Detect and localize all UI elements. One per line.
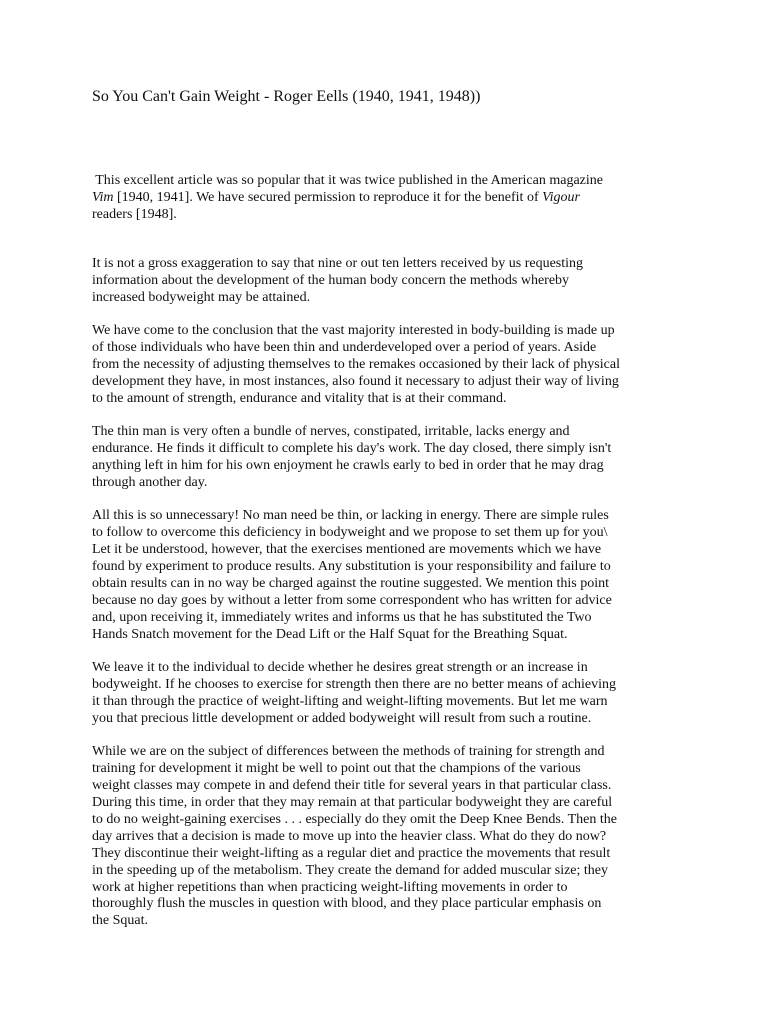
paragraph-line: While we are on the subject of differences between the methods of training for strength and: [92, 744, 605, 760]
article-paragraph: [92, 744, 692, 930]
paragraph-line: The thin man is very often a bundle of nerves, constipated, irritable, lacks energy and: [92, 424, 570, 440]
paragraph-line: to follow to overcome this deficiency in bodyweight and we propose to set them up for you\: [92, 525, 608, 541]
paragraph-line: We leave it to the individual to decide whether he desires great strength or an increase in: [92, 660, 588, 676]
article-paragraph: [92, 323, 692, 408]
paragraph-line: day arrives that a decision is made to move up into the heavier class. What do they do now?: [92, 828, 607, 844]
paragraph-line: information about the development of the human body concern the methods whereby: [92, 272, 570, 288]
paragraph-line: to the amount of strength, endurance and vitality that is at their command.: [92, 390, 507, 406]
paragraph-line: you that precious little development or added bodyweight will result from such a routine.: [92, 710, 592, 726]
article-paragraph: [92, 424, 692, 492]
magazine-name-vigour: Vigour: [542, 190, 580, 206]
paragraph-line: weight classes may compete in and defend their title for several years in that particular class.: [92, 778, 612, 794]
intro-line-1: This excellent article was so popular that it was twice published in the American magazine: [92, 173, 603, 188]
paragraph-line: Let it be understood, however, that the exercises mentioned are movements which we have: [92, 542, 602, 558]
magazine-name-vim: Vim: [92, 190, 114, 206]
paragraph-line: of those individuals who have been thin and underdeveloped over a period of years. Aside: [92, 340, 597, 356]
paragraph-line: training for development it might be well to point out that the champions of the various: [92, 761, 581, 777]
paragraph-line: endurance. He finds it difficult to complete his day's work. The day closed, there simply isn't: [92, 441, 612, 457]
paragraph-line: All this is so unnecessary! No man need be thin, or lacking in energy. There are simple rules: [92, 508, 609, 524]
paragraph-line: because no day goes by without a letter from some correspondent who has written for advice: [92, 592, 612, 608]
paragraph-line: anything left in him for his own enjoyment he crawls early to bed in order that he may drag: [92, 458, 604, 474]
paragraph-line: thoroughly flush the muscles in question with blood, and they place particular emphasis on: [92, 896, 602, 912]
article-body: [92, 256, 692, 947]
intro-line-2: [92, 189, 692, 206]
paragraph-line: and, upon receiving it, immediately writes and informs us that he has substituted the Two: [92, 609, 592, 625]
article-paragraph: [92, 660, 692, 728]
article-paragraph: [92, 508, 692, 643]
paragraph-line: obtain results can in no way be charged against the routine suggested. We mention this point: [92, 576, 610, 591]
paragraph-line: in the speeding up of the metabolism. They create the demand for added muscular size; they: [92, 862, 609, 878]
article-paragraph: [92, 256, 692, 307]
paragraph-line: bodyweight. If he chooses to exercise for strength then there are no better means of achieving: [92, 677, 617, 693]
document-title: So You Can't Gain Weight - Roger Eells (1940, 1941, 1948)): [92, 88, 481, 105]
intro-line-2-text: [1940, 1941]. We have secured permission to reproduce it for the benefit of: [113, 190, 543, 206]
paragraph-line: from the necessity of adjusting themselves to the remakes occasioned by their lack of physical: [92, 357, 620, 373]
paragraph-line: Hands Snatch movement for the Dead Lift or the Half Squat for the Breathing Squat.: [92, 626, 568, 642]
paragraph-line: It is not a gross exaggeration to say that nine or out ten letters received by us requesting: [92, 256, 584, 271]
intro-line-3: readers [1948].: [92, 207, 177, 223]
paragraph-line: found by experiment to produce results. Any substitution is your responsibility and failure to: [92, 559, 611, 575]
paragraph-line: it than through the practice of weight-lifting and weight-lifting movements. But let me warn: [92, 693, 608, 709]
paragraph-line: development they have, in most instances, also found it necessary to adjust their way of living: [92, 373, 619, 389]
paragraph-line: to do no weight-gaining exercises . . . especially do they omit the Deep Knee Bends. Then the: [92, 811, 617, 827]
paragraph-line: During this time, in order that they may remain at that particular bodyweight they are careful: [92, 794, 613, 810]
paragraph-line: through another day.: [92, 474, 208, 490]
intro-note: [92, 172, 692, 224]
paragraph-line: work at higher repetitions than when practicing weight-lifting movements in order to: [92, 879, 568, 895]
paragraph-line: We have come to the conclusion that the vast majority interested in body-building is made up: [92, 323, 615, 339]
paragraph-line: the Squat.: [92, 913, 148, 929]
paragraph-line: increased bodyweight may be attained.: [92, 289, 311, 305]
paragraph-line: They discontinue their weight-lifting as a regular diet and practice the movements that result: [92, 845, 611, 861]
